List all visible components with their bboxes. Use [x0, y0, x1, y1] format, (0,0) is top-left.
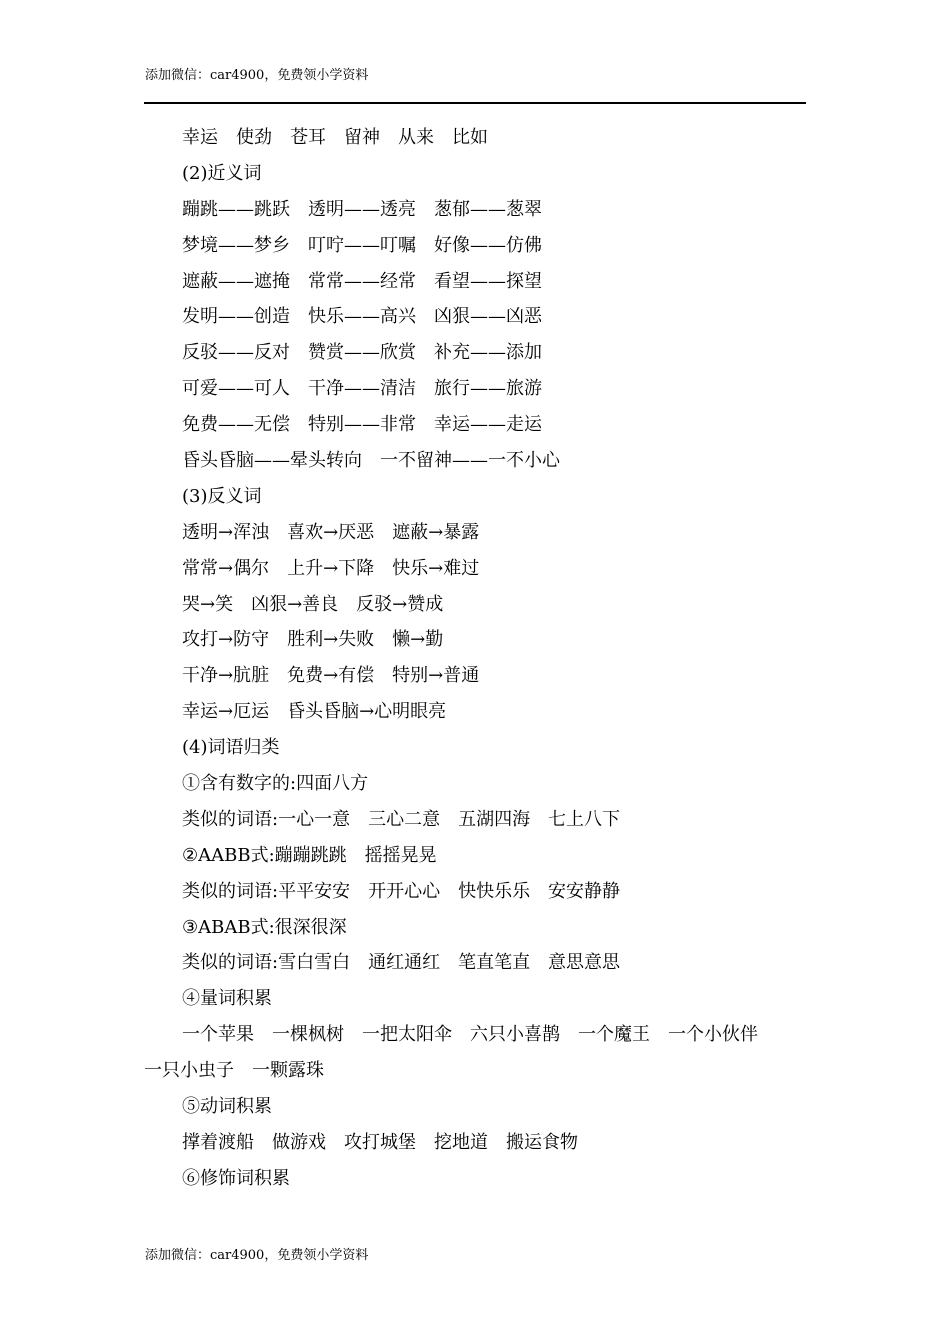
section-heading-antonyms: (3)反义词: [182, 485, 262, 507]
text-line: 类似的词语:雪白雪白 通红通红 笔直笔直 意思意思: [182, 952, 621, 974]
text-line: 攻打→防守 胜利→失败 懒→勤: [182, 629, 444, 651]
text-line: ⑤动词积累: [182, 1096, 272, 1118]
text-line: 类似的词语:平平安安 开开心心 快快乐乐 安安静静: [182, 880, 621, 902]
section-heading-synonyms: (2)近义词: [182, 162, 262, 184]
text-line: 干净→肮脏 免费→有偿 特别→普通: [182, 665, 480, 687]
text-line: 撑着渡船 做游戏 攻打城堡 挖地道 搬运食物: [182, 1131, 578, 1153]
text-line: ②AABB式:蹦蹦跳跳 摇摇晃晃: [182, 844, 437, 866]
document-body: [144, 120, 806, 1197]
text-line: 免费——无偿 特别——非常 幸运——走运: [182, 414, 542, 436]
text-line: 梦境——梦乡 叮咛——叮嘱 好像——仿佛: [182, 234, 542, 256]
text-line-continued: 一只小虫子 一颗露珠: [144, 1060, 324, 1082]
text-line: 幸运→厄运 昏头昏脑→心明眼亮: [182, 701, 447, 723]
text-line: 可爱——可人 干净——清洁 旅行——旅游: [182, 378, 542, 400]
text-line: ⑥修饰词积累: [182, 1167, 290, 1189]
page-header: 添加微信：car4900，免费领小学资料: [145, 68, 369, 83]
text-line: 遮蔽——遮掩 常常——经常 看望——探望: [182, 270, 542, 292]
text-line: 常常→偶尔 上升→下降 快乐→难过: [182, 557, 480, 579]
section-heading-classification: (4)词语归类: [182, 737, 280, 759]
text-line: 透明→浑浊 喜欢→厌恶 遮蔽→暴露: [182, 521, 480, 543]
text-line: 幸运 使劲 苍耳 留神 从来 比如: [182, 127, 488, 148]
text-line: 发明——创造 快乐——高兴 凶狠——凶恶: [182, 306, 542, 328]
text-line: 类似的词语:一心一意 三心二意 五湖四海 七上八下: [182, 808, 621, 830]
text-line: 反驳——反对 赞赏——欣赏 补充——添加: [182, 342, 542, 364]
header-divider: [144, 102, 806, 104]
text-line: ①含有数字的:四面八方: [182, 773, 369, 795]
page-footer: 添加微信：car4900，免费领小学资料: [145, 1248, 369, 1263]
text-line: 一个苹果 一棵枫树 一把太阳伞 六只小喜鹊 一个魔王 一个小伙伴: [182, 1024, 758, 1046]
text-line: 哭→笑 凶狠→善良 反驳→赞成: [182, 593, 444, 615]
text-line: ④量词积累: [182, 988, 272, 1010]
text-line: 蹦跳——跳跃 透明——透亮 葱郁——葱翠: [182, 198, 542, 220]
text-line: ③ABAB式:很深很深: [182, 916, 347, 938]
text-line: 昏头昏脑——晕头转向 一不留神——一不小心: [182, 450, 560, 472]
